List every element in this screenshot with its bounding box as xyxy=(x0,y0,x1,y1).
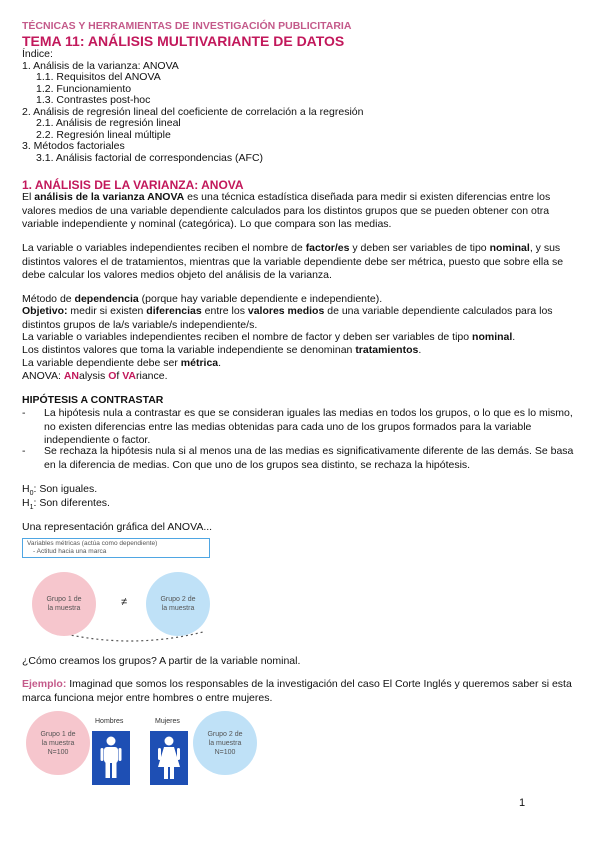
toc-item: 1.2. Funcionamiento xyxy=(36,83,132,95)
bold-text: valores medios xyxy=(247,305,325,317)
box-line: - Actitud hacia una marca xyxy=(33,548,107,555)
text: Imaginad que somos los responsables de la investigación del caso El Corte Inglés y queremos saber si esta marca funciona mejor entre hombres o entre mujeres. xyxy=(22,678,572,704)
text: : Son diferentes. xyxy=(33,497,110,509)
acronym-letter: VA xyxy=(122,370,137,382)
list-item xyxy=(22,445,582,472)
anova-acronym xyxy=(22,370,582,384)
paragraph xyxy=(22,242,582,283)
text: La variable dependiente debe ser xyxy=(22,357,181,369)
figure-caption: Una representación gráfica del ANOVA... xyxy=(22,521,213,533)
toc-item: 3.1. Análisis factorial de correspondencias (AFC) xyxy=(36,152,264,164)
section-heading: 1. ANÁLISIS DE LA VARIANZA: ANOVA xyxy=(22,178,244,192)
bold-text: factor/es xyxy=(305,242,350,254)
bullet-dash: - xyxy=(22,407,26,419)
group-2-circle xyxy=(146,572,210,636)
course-title: TÉCNICAS Y HERRAMIENTAS DE INVESTIGACIÓN PUBLICITARIA xyxy=(22,20,352,32)
box-line: Variables métricas (actúa como dependiente) xyxy=(27,540,158,547)
text: Los distintos valores que toma la variable independiente se denominan xyxy=(22,344,356,356)
text: : Son iguales. xyxy=(33,483,98,495)
circle-label: Grupo 1 de la muestra N=100 xyxy=(40,730,76,756)
bold-text: nominal xyxy=(489,242,530,254)
group-1-circle xyxy=(32,572,96,636)
text: alysis xyxy=(79,370,109,382)
group-1-circle xyxy=(26,711,90,775)
h-subscript: 0 xyxy=(29,490,34,498)
paragraph xyxy=(22,357,582,371)
acronym-letter: AN xyxy=(63,370,79,382)
text: . xyxy=(218,357,222,369)
women-restroom-icon xyxy=(150,731,188,785)
acronym-letter: O xyxy=(108,370,117,382)
text: , y sus distintos valores el de tratamientos, mientras que la variable dependiente debe ser métrica, puesto que sobre ella se debe calcular los valores medios objeto del análisis de la varianza. xyxy=(22,242,564,281)
text: medir si existen xyxy=(67,305,147,317)
text: ANOVA: xyxy=(22,370,64,382)
circle-label: Grupo 1 de la muestra xyxy=(46,596,82,612)
text: Método de xyxy=(22,293,75,305)
text: entre los xyxy=(201,305,248,317)
question-text: ¿Cómo creamos los grupos? A partir de la variable nominal. xyxy=(22,655,301,667)
text: La variable o variables independientes reciben el nombre de xyxy=(22,242,306,254)
text: (porque hay variable dependiente e independiente). xyxy=(138,293,383,305)
group-2-circle xyxy=(193,711,257,775)
text: y deben ser variables de tipo xyxy=(349,242,490,254)
list-item xyxy=(22,407,582,448)
text: La variable o variables independientes reciben el nombre de factor y deben ser variables de tipo xyxy=(22,331,473,343)
toc-item: 2.2. Regresión lineal múltiple xyxy=(36,129,171,141)
bold-text: tratamientos xyxy=(355,344,419,356)
h-symbol: H xyxy=(22,483,30,495)
paragraph xyxy=(22,191,582,232)
metric-variable-box xyxy=(22,538,210,558)
text: riance. xyxy=(136,370,168,382)
text: es una técnica estadística diseñada para medir si existen diferencias entre los valores medios de una variable dependiente calculados para los distintos grupos que se pueden obtener con otra variable independiente y nominal (categórica). Lo que compara son las medias. xyxy=(22,191,551,230)
toc-item: 3. Métodos factoriales xyxy=(22,140,125,152)
circle-label: Grupo 2 de la muestra xyxy=(160,596,196,612)
toc-item: 2. Análisis de regresión lineal del coeficiente de correlación a la regresión xyxy=(22,106,364,118)
men-restroom-icon xyxy=(92,731,130,785)
text: de una variable dependiente calculados para los distintos grupos de la/s variable/s independiente/s. xyxy=(22,305,553,331)
bold-text: dependencia xyxy=(74,293,139,305)
h1-line xyxy=(22,497,110,514)
text: . xyxy=(512,331,516,343)
text: . xyxy=(418,344,422,356)
example-label: Ejemplo: xyxy=(22,678,67,690)
not-equal-sign: ≠ xyxy=(121,596,128,608)
paragraph xyxy=(22,331,582,345)
hypothesis-heading: HIPÓTESIS A CONTRASTAR xyxy=(22,394,164,406)
men-label: Hombres xyxy=(95,718,124,725)
toc-item: 1.1. Requisitos del ANOVA xyxy=(36,71,161,83)
toc-label: Índice: xyxy=(22,48,53,60)
page-title: TEMA 11: ANÁLISIS MULTIVARIANTE DE DATOS xyxy=(22,33,345,49)
bold-text: nominal xyxy=(472,331,513,343)
circle-label: Grupo 2 de la muestra N=100 xyxy=(207,730,243,756)
toc-item: 2.1. Análisis de regresión lineal xyxy=(36,117,181,129)
bold-text: Objetivo: xyxy=(22,305,68,317)
toc-item: 1.3. Contrastes post-hoc xyxy=(36,94,151,106)
example-paragraph xyxy=(22,678,582,705)
list-item-text: La hipótesis nula a contrastar es que se consideran iguales las medias en todos los grupos, o lo que es lo mismo, no existen diferencias entre las medias obtenidas para cada uno de los grupos formados para la variable independiente o factor. xyxy=(44,407,573,446)
text: f xyxy=(116,370,123,382)
page-number: 1 xyxy=(519,797,526,809)
h-subscript: 1 xyxy=(29,504,34,512)
text: El xyxy=(22,191,35,203)
bold-text: diferencias xyxy=(146,305,202,317)
bullet-dash: - xyxy=(22,445,26,457)
toc-item: 1. Análisis de la varianza: ANOVA xyxy=(22,60,179,72)
bold-text: análisis de la varianza ANOVA xyxy=(34,191,185,203)
h-symbol: H xyxy=(22,497,30,509)
list-item-text: Se rechaza la hipótesis nula si al menos una de las medias es significativamente diferente de las demás. Se basa en la diferencia de medias. Con que uno de los grupos sea distinto, se rechaza la hipótesis. xyxy=(44,445,574,471)
bold-text: métrica xyxy=(180,357,219,369)
paragraph xyxy=(22,344,582,358)
paragraph xyxy=(22,305,582,332)
women-label: Mujeres xyxy=(155,718,180,725)
